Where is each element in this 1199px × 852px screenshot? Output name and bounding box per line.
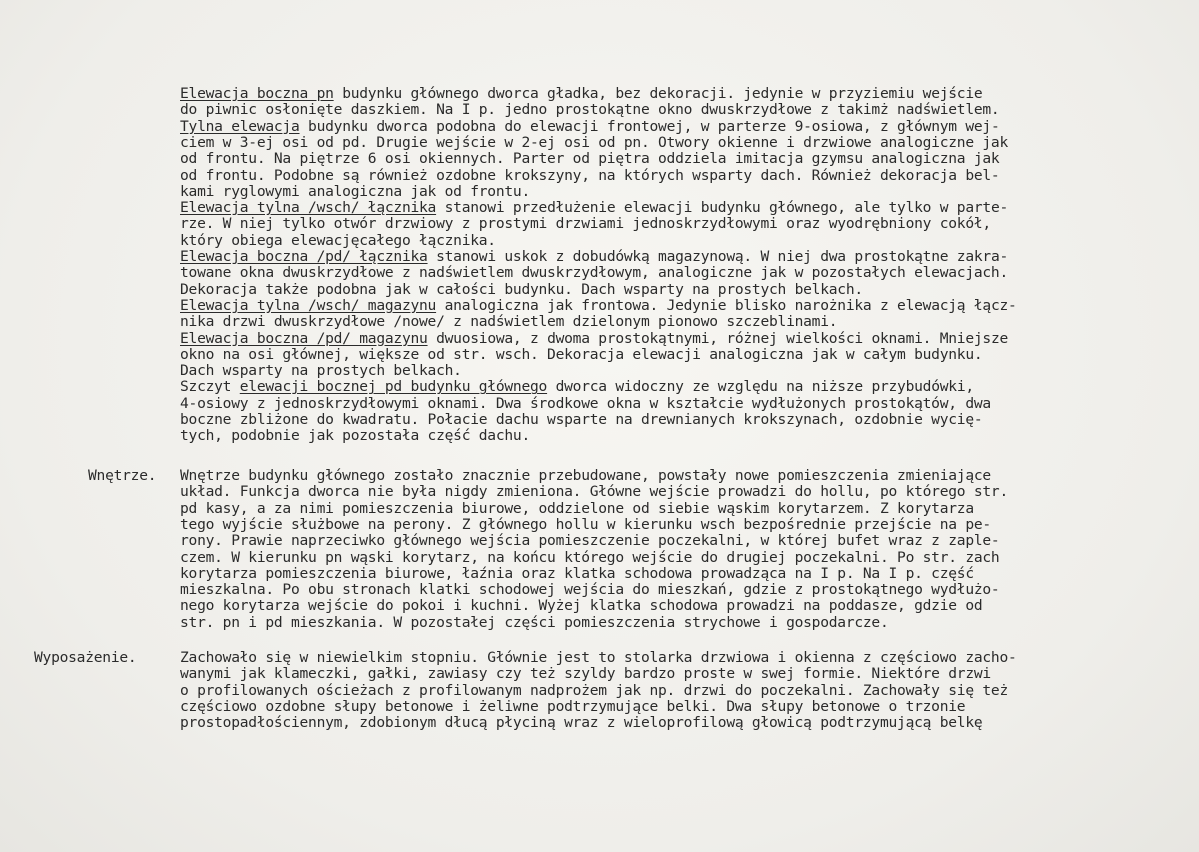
underlined-heading: Elewacja tylna /wsch/ magazynu xyxy=(180,296,437,314)
text-line xyxy=(180,347,982,363)
line-text: okno na osi głównej, większe od str. wsch. Dekoracja elewacji analogiczna jak w całym budynku. xyxy=(180,345,983,363)
text-line xyxy=(180,396,991,412)
line-text: dworca widoczny ze względu na niższe przybudówki, xyxy=(547,378,974,396)
text-line xyxy=(180,249,1008,265)
text-line xyxy=(180,363,462,379)
line-text: stanowi uskok z dobudówką magazynową. W niej dwa prostokątne zakra- xyxy=(427,248,1009,265)
text-line: wanymi jak klameczki, gałki, zawiasy czy też szyldy bardzo proste w swej formie. Niektóre drzwi xyxy=(180,665,991,683)
line-text: stanowi przedłużenie elewacji budynku głównego, ale tylko w parte- xyxy=(436,199,1009,217)
text-line xyxy=(180,135,1008,151)
line-text: kami ryglowymi analogiczna jak od frontu. xyxy=(180,182,530,200)
line-text: ciem w 3-ej osi od pd. Drugie wejście w 2-ej osi od pn. Otwory okienne i drzwiowe analogiczne jak xyxy=(180,133,1009,151)
underlined-heading: Elewacja boczna /pd/ łącznika xyxy=(180,248,428,265)
underlined-heading: Tylna elewacja xyxy=(180,117,300,135)
line-text: Dach wsparty na prostych belkach. xyxy=(180,362,462,380)
line-text: budynku dworca podobna do elewacji frontowej, w parterze 9-osiowa, z głównym wej- xyxy=(299,117,1000,135)
text-line xyxy=(180,216,991,232)
line-text: Dekoracja także podobna jak w całości budynku. Dach wsparty na prostych belkach. xyxy=(180,280,863,298)
text-line xyxy=(180,331,1008,347)
line-text: boczne zbliżone do kwadratu. Połacie dachu wsparte na drewnianych krokszynach, ozdobnie wycię- xyxy=(180,411,983,428)
underlined-heading: Elewacja boczna pn xyxy=(180,85,334,102)
text-line: czem. W kierunku pn wąski korytarz, na końcu którego wejście do drugiej poczekalni. Po str. zach xyxy=(180,548,1000,566)
line-text: dwuosiowa, z dwoma prostokątnymi, różnej wielkości oknami. Mniejsze xyxy=(427,329,1009,347)
interior-label: Wnętrze. xyxy=(88,467,157,484)
text-line xyxy=(180,282,863,298)
line-text: budynku głównego dworca gładka, bez dekoracji. jedynie w przyziemiu wejście xyxy=(333,85,983,102)
text-line xyxy=(180,428,530,444)
line-text: od frontu. Na piętrze 6 osi okiennych. Parter od piętra oddziela imitacja gzymsu analogiczna jak xyxy=(180,150,1000,168)
text-line: o profilowanych ościeżach z profilowanym nadprożem jak np. drzwi do poczekalni. Zachowały się też xyxy=(180,681,1009,699)
line-text: 4-osiowy z jednoskrzydłowymi oknami. Dwa środkowe okna w kształcie wydłużonych prostokątów, dwa xyxy=(180,394,991,412)
text-line: Zachowało się w niewielkim stopniu. Głównie jest to stolarka drzwiowa i okienna z częściowo zacho- xyxy=(180,649,1017,666)
underlined-heading: elewacji bocznej pd budynku głównego xyxy=(239,378,548,396)
text-line xyxy=(180,265,1008,281)
equipment-label: Wyposażenie. xyxy=(34,649,137,666)
text-line xyxy=(180,151,999,167)
text-line: pd kasy, a za nimi pomieszczenia biurowe, oddzielone od siebie wąskim korytarzem. Z korytarza xyxy=(180,499,974,517)
text-line xyxy=(180,379,974,395)
line-text: tych, podobnie jak pozostała część dachu. xyxy=(180,427,530,445)
text-line: tego wyjście służbowe na perony. Z głównego hollu w kierunku wsch bezpośrednie przejście na pe- xyxy=(180,515,991,533)
line-text: od frontu. Podobne są również ozdobne krokszyny, na których wsparty dach. Również dekoracja bel- xyxy=(180,166,1000,184)
text-line: Wnętrze budynku głównego zostało znacznie przebudowane, powstały nowe pomieszczenia zmieniające xyxy=(180,467,991,484)
line-text: towane okna dwuskrzydłowe z nadświetlem dwuskrzydłowym, analogiczne jak w pozostałych elewacjach. xyxy=(180,264,1009,282)
line-text: który obiega elewacjęcałego łącznika. xyxy=(180,231,496,249)
line-text: rze. W niej tylko otwór drzwiowy z prostymi drzwiami jednoskrzydłowymi oraz wyodrębniony cokół, xyxy=(180,215,991,233)
text-line: nego korytarza wejście do pokoi i kuchni. Wyżej klatka schodowa prowadzi na poddasze, gdzie od xyxy=(180,597,983,615)
text-line xyxy=(180,233,496,249)
line-text: analogiczna jak frontowa. Jedynie blisko narożnika z elewacją łącz- xyxy=(436,296,1017,314)
text-line xyxy=(180,412,982,428)
underlined-heading: Elewacja boczna /pd/ magazynu xyxy=(180,329,428,347)
underlined-heading: Elewacja tylna /wsch/ łącznika xyxy=(180,199,437,217)
text-line xyxy=(180,119,999,135)
line-text: do piwnic osłonięte daszkiem. Na I p. jedno prostokątne okno dwuskrzydłowe z takimż nadświetlem. xyxy=(180,101,1000,119)
line-prefix: Szczyt xyxy=(180,378,240,396)
text-line xyxy=(180,168,999,184)
text-line xyxy=(180,200,1008,216)
text-line xyxy=(180,184,530,200)
text-line: str. pn i pd mieszkania. W pozostałej części pomieszczenia strychowe i gospodarcze. xyxy=(180,613,889,631)
text-line xyxy=(180,298,1017,314)
text-line: układ. Funkcja dworca nie była nigdy zmieniona. Główne wejście prowadzi do hollu, po którego str. xyxy=(180,483,1009,501)
text-line: prostopadłościennym, zdobionym dłucą płyciną wraz z wieloprofilową głowicą podtrzymującą belkę xyxy=(180,714,983,732)
text-line: rony. Prawie naprzeciwko głównego wejścia pomieszczenie poczekalni, w której bufet wraz z zaple- xyxy=(180,532,1000,550)
text-line: częściowo ozdobne słupy betonowe i żeliwne podtrzymujące belki. Dwa słupy betonowe o trzonie xyxy=(180,697,966,715)
text-line xyxy=(180,314,837,330)
line-text: nika drzwi dwuskrzydłowe /nowe/ z nadświetlem dzielonym pionowo szczeblinami. xyxy=(180,313,838,331)
text-line xyxy=(180,102,999,118)
text-line: korytarza pomieszczenia biurowe, łaźnia oraz klatka schodowa prowadząca na I p. Na I p. część xyxy=(180,564,974,582)
text-line: mieszkalna. Po obu stronach klatki schodowej wejścia do mieszkań, gdzie z prostokątnego wydłużo- xyxy=(180,581,1000,599)
text-line xyxy=(180,86,982,102)
